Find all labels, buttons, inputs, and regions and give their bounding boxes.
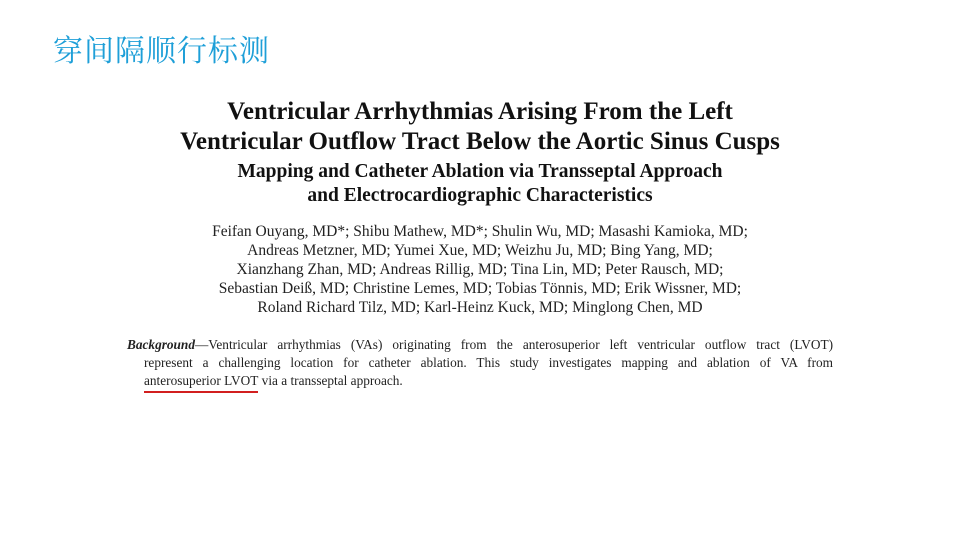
highlighted-term: anterosuperior LVOT [144, 373, 259, 388]
abstract-line: represent a challenging location for catheter ablation. This study investigates mapping and ablation of VA from [144, 355, 833, 370]
author-list [80, 222, 880, 317]
paper-subtitle-line-2: and Electrocardiographic Characteristics [307, 185, 653, 206]
paper-title-line-1: Ventricular Arrhythmias Arising From the Left [227, 98, 733, 125]
author-line: Roland Richard Tilz, MD; Karl-Heinz Kuck, MD; Minglong Chen, MD [257, 299, 703, 316]
author-line: Sebastian Deiß, MD; Christine Lemes, MD; Tobias Tönnis, MD; Erik Wissner, MD; [218, 280, 742, 297]
slide-title: 穿间隔顺行标测 [53, 34, 270, 69]
abstract-line [127, 336, 833, 354]
author-line: Feifan Ouyang, MD*; Shibu Mathew, MD*; Shulin Wu, MD; Masashi Kamioka, MD; [212, 223, 748, 240]
paper-subtitle-line-1: Mapping and Catheter Ablation via Transseptal Approach [237, 161, 723, 182]
paper-title-line-2: Ventricular Outflow Tract Below the Aortic Sinus Cusps [180, 128, 780, 155]
abstract-line [127, 372, 833, 390]
abstract-label: Background [127, 337, 195, 352]
author-line: Xianzhang Zhan, MD; Andreas Rillig, MD; Tina Lin, MD; Peter Rausch, MD; [236, 261, 724, 278]
abstract-text: via a transseptal approach. [258, 373, 403, 388]
author-line: Andreas Metzner, MD; Yumei Xue, MD; Weizhu Ju, MD; Bing Yang, MD; [247, 242, 713, 259]
abstract-background [127, 336, 833, 390]
abstract-text: —Ventricular arrhythmias (VAs) originating from the anterosuperior left ventricular outflow tract (LVOT) [194, 337, 833, 352]
